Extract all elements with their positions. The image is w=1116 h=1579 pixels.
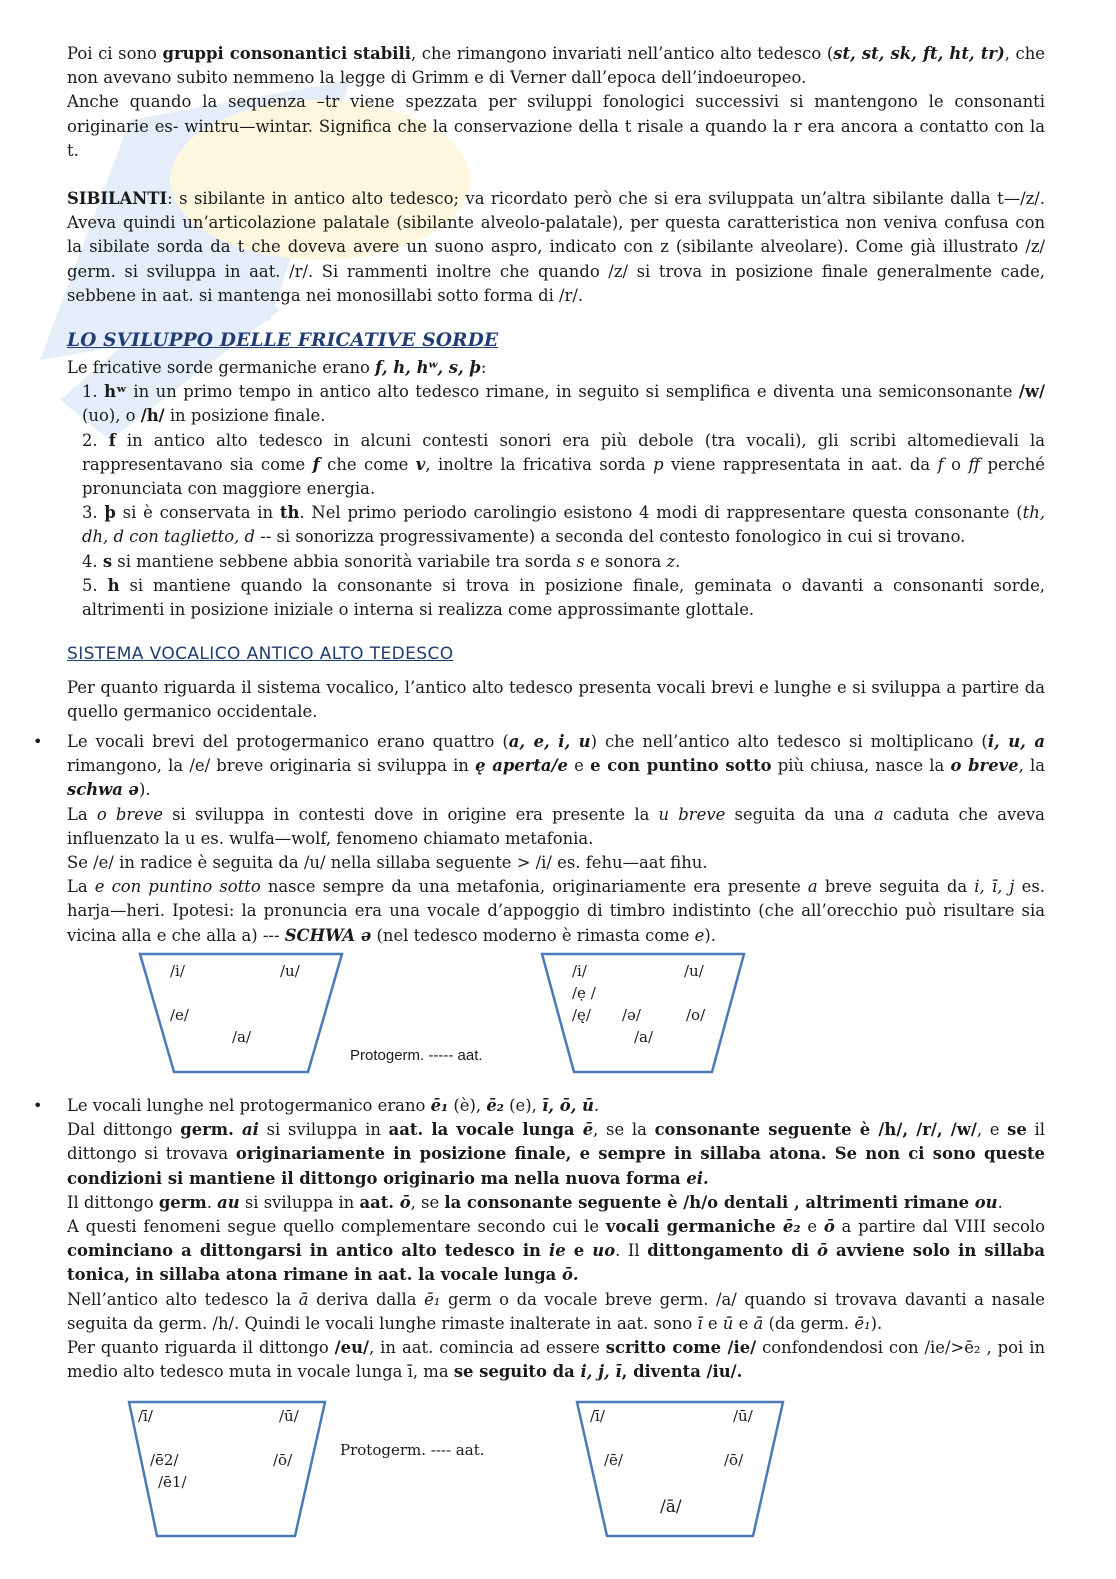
long-vowels-block bbox=[67, 1094, 1045, 1384]
vowel-label: /ə/ bbox=[622, 1006, 641, 1024]
vowel-label: /ā/ bbox=[660, 1497, 682, 1517]
vowel-label: /ō/ bbox=[724, 1451, 744, 1469]
paragraph-sibilanti: SIBILANTI: s sibilante in antico alto tedesco; va ricordato però che si era sviluppata un’altra sibilante dalla t—/z/. Aveva quindi un’articolazione palatale (sibilante alveolo-palatale), per questa caratteristica non veniva confusa con la sibilate sorda da t che doveva avere un suono aspro, indicato con z (sibilante alveolare). Come già illustrato /z/ germ. si sviluppa in aat. /r/. Si rammenti inoltre che quando /z/ si trova in posizione finale generalmente cade, sebbene in aat. si mantenga nei monosillabi sotto forma di /r/. bbox=[67, 189, 1045, 305]
long-vowels-p2: Dal dittongo germ. ai si sviluppa in aat. la vocale lunga ē, se la consonante seguente è /h/, /r/, /w/, e se il dittongo si trovava originariamente in posizione finale, e sempre in sillaba atona. Se non ci sono queste condizioni si mantiene il dittongo originario ma nella nuova forma ei. bbox=[67, 1120, 1046, 1188]
vowel-label: /ū/ bbox=[733, 1407, 753, 1425]
vowel-label: /ū/ bbox=[279, 1407, 299, 1425]
short-vowels-p3: Se /e/ in radice è seguita da /u/ nella sillaba seguente > /i/ es. fehu—aat fihu. bbox=[67, 853, 708, 873]
short-vowels-p2: La o breve si sviluppa in contesti dove in origine era presente la u breve seguita da una a caduta che aveva influenzato la u es. wulfa—wolf, fenomeno chiamato metafonia. bbox=[67, 804, 1045, 848]
fricative-intro: Le fricative sorde germaniche erano f, h, hʷ, s, þ: bbox=[67, 358, 487, 377]
vocalico-intro-text: Per quanto riguarda il sistema vocalico, l’antico alto tedesco presenta vocali brevi e lunghe e si sviluppa a partire da quello germanico occidentale. bbox=[67, 678, 1045, 722]
diagram-caption: Protogerm. ---- aat. bbox=[340, 1441, 485, 1459]
short-vowels-protogerm-trapezoid bbox=[138, 952, 344, 1074]
bullet-short-vowels: • bbox=[33, 732, 43, 751]
vowel-label: /ī/ bbox=[138, 1407, 153, 1425]
section-title-vocalico: SISTEMA VOCALICO ANTICO ALTO TEDESCO bbox=[67, 644, 454, 664]
vowel-label: /a/ bbox=[634, 1028, 654, 1046]
vowel-label: /a/ bbox=[232, 1028, 252, 1046]
long-vowels-p6: Per quanto riguarda il dittongo /eu/, in aat. comincia ad essere scritto come /ie/ confondendosi con /ie/>ē₂ , poi in medio alto tedesco muta in vocale lunga ī, ma se seguito da i, j, ī, diventa /iu/. bbox=[67, 1338, 1045, 1382]
diagram-caption: Protogerm. ----- aat. bbox=[350, 1047, 483, 1064]
vowel-label: /o/ bbox=[686, 1006, 706, 1024]
long-vowels-p3: Il dittongo germ. au si sviluppa in aat. ō, se la consonante seguente è /h/o dentali , altrimenti rimane ou. bbox=[67, 1192, 1003, 1212]
vowel-label: /ē1/ bbox=[158, 1473, 187, 1491]
paragraph-tr: Anche quando la sequenza –tr viene spezzata per sviluppi fonologici successivi si mantengono le consonanti originarie es- wintru—wintar. Significa che la conservazione della t risale a quando la r era ancora a contatto con la t. bbox=[67, 92, 1045, 160]
vowel-label: /ẹ / bbox=[572, 984, 596, 1002]
bullet-long-vowels: • bbox=[33, 1096, 43, 1115]
vowel-label: /ī/ bbox=[590, 1407, 605, 1425]
short-vowels-block bbox=[67, 730, 1045, 948]
short-vowels-aat-trapezoid bbox=[540, 952, 746, 1074]
vowel-label: /e/ bbox=[170, 1006, 189, 1024]
long-vowels-aat-trapezoid bbox=[575, 1400, 785, 1538]
long-vowels-p4: A questi fenomeni segue quello complementare secondo cui le vocali germaniche ē₂ e ō a partire dal VIII secolo cominciano a dittongarsi in antico alto tedesco in ie e uo. Il dittongamento di ō avviene solo in sillaba tonica, in sillaba atona rimane in aat. la vocale lunga ō. bbox=[67, 1217, 1045, 1285]
vowel-label: /ō/ bbox=[273, 1451, 293, 1469]
short-vowels-p1: Le vocali brevi del protogermanico erano quattro (a, e, i, u) che nell’antico alto tedesco si moltiplicano (i, u, a rimangono, la /e/ breve originaria si sviluppa in ę aperta/e e e con puntino sotto più chiusa, nasce la o breve, la schwa ə). bbox=[67, 732, 1046, 800]
vowel-label: /ē/ bbox=[604, 1451, 623, 1469]
long-vowels-p1: Le vocali lunghe nel protogermanico erano ē₁ (è), ē₂ (e), ī, ō, ū. bbox=[67, 1096, 600, 1115]
vowel-label: /u/ bbox=[280, 962, 300, 980]
vowel-label: /u/ bbox=[684, 962, 704, 980]
vowel-label: /ę/ bbox=[572, 1006, 591, 1024]
intro-block bbox=[67, 42, 1045, 308]
section-title-fricative: LO SVILUPPO DELLE FRICATIVE SORDE bbox=[67, 330, 499, 351]
short-vowels-p4: La e con puntino sotto nasce sempre da una metafonia, originariamente era presente a breve seguita da i, ī, j es. harja—heri. Ipotesi: la pronuncia era una vocale d’appoggio di timbro indistinto (che all’orecchio può risultare sia vicina alla e che alla a) --- SCHWA ə (nel tedesco moderno è rimasta come e). bbox=[67, 877, 1045, 945]
vowel-label: /i/ bbox=[572, 962, 587, 980]
fricative-item-4: 4. s si mantiene sebbene abbia sonorità variabile tra sorda s e sonora z. bbox=[82, 551, 681, 571]
paragraph-gruppi: Poi ci sono gruppi consonantici stabili, che rimangono invariati nell’antico alto tedesco (st, st, sk, ft, ht, tr), che non avevano subito nemmeno la legge di Grimm e di Verner dall’epoca dell’indoeuropeo. bbox=[67, 44, 1045, 88]
long-vowels-p5: Nell’antico alto tedesco la ā deriva dalla ē₁ germ o da vocale breve germ. /a/ quando si trovava davanti a nasale seguita da germ. /h/. Quindi le vocali lunghe rimaste inalterate in aat. sono ī e ū e ā (da germ. ē₁). bbox=[67, 1289, 1045, 1333]
fricative-item-2: 2. f in antico alto tedesco in alcuni contesti sonori era più debole (tra vocali), gli scribi altomedievali la rappresentavano sia come f che come v, inoltre la fricativa sorda p viene rappresentata in aat. da f o ff perché pronunciata con maggiore energia. bbox=[82, 430, 1045, 499]
vowel-label: /i/ bbox=[170, 962, 185, 980]
fricative-item-1: 1. hʷ in un primo tempo in antico alto tedesco rimane, in seguito si semplifica e diventa una semiconsonante /w/ (uo), o /h/ in posizione finale. bbox=[82, 382, 1045, 426]
fricative-item-5: 5. h si mantiene quando la consonante si trova in posizione finale, geminata o davanti a consonanti sorde, altrimenti in posizione iniziale o interna si realizza come approssimante glottale. bbox=[82, 575, 1045, 620]
vocalico-intro bbox=[67, 676, 1045, 724]
vowel-label: /ē2/ bbox=[150, 1451, 179, 1469]
fricative-block bbox=[67, 356, 1045, 622]
fricative-item-3: 3. þ si è conservata in th. Nel primo periodo carolingio esistono 4 modi di rappresentare questa consonante (th, dh, d con taglietto, d -- si sonorizza progressivamente) a seconda del contesto fonologico in cui si trovano. bbox=[82, 503, 1045, 547]
